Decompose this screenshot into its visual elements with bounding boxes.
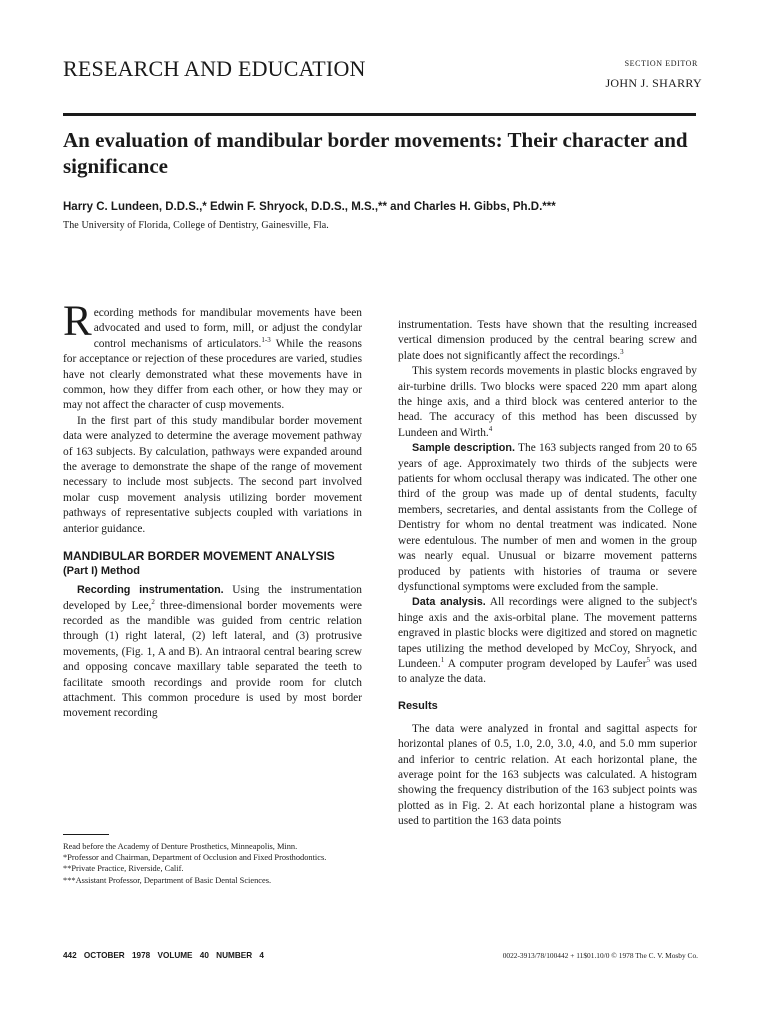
paragraph-study-parts: In the first part of this study mandibular border movement data were analyzed to determine the average movement pathway of 163 subjects. By calculation, pathways were expanded around the average to demonstrate the shape of the range of movement necessary to include most subjects. The second part involved molar cusp movement analysis utilizing border movement pathways of representative subjects coupled with variations in anterior guidance. [63, 414, 362, 535]
paragraph-instrumentation-cont: instrumentation. Tests have shown that the resulting increased vertical dimension produced by the central bearing screw and plate does not significantly affect the recordings.$^3$ [398, 319, 697, 362]
section-editor-label: SECTION EDITOR [624, 59, 698, 68]
body-column-right [398, 318, 697, 830]
footnote: Read before the Academy of Denture Prosthetics, Minneapolis, Minn. [63, 842, 298, 851]
header-rule [63, 113, 696, 116]
section-heading: MANDIBULAR BORDER MOVEMENT ANALYSIS [63, 549, 335, 564]
page-footer-left: 442 OCTOBER 1978 VOLUME 40 NUMBER 4 [63, 951, 264, 960]
footnotes [63, 841, 363, 886]
footnote: **Private Practice, Riverside, Calif. [63, 864, 184, 874]
results-heading: Results [398, 699, 438, 712]
paragraph-data-analysis: Data analysis. All recordings were aligned to the subject's hinge axis and the axis-orbital plane. The movement patterns engraved in plastic blocks were digitized and stored on magnetic tapes utilizing the method developed by McCoy, Shryock, and Lundeen.$^1$ A computer program developed by Laufer$^5$ was used to analyze the data. [398, 596, 697, 686]
footnote-rule [63, 834, 109, 835]
journal-section-title: RESEARCH AND EDUCATION [63, 56, 366, 81]
paragraph-recording-instrumentation: Recording instrumentation. Using the instrumentation developed by Lee,$^2$ three-dimensional border movements were recorded as the mandible was guided from centric relation through (1) right lateral, (2) left lateral, and (3) protrusive movements, (Fig. 1, A and B). An intraoral central bearing screw and opposing concave maxillary table separated the teeth to facilitate smooth recordings and provide room for clutch attachment. This common procedure is used by most border movement recording [63, 584, 363, 720]
article-affiliation: The University of Florida, College of Dentistry, Gainesville, Fla. [63, 220, 329, 231]
body-column-left [63, 298, 363, 722]
footnote: *Professor and Chairman, Department of Occlusion and Fixed Prosthodontics. [63, 853, 327, 863]
paragraph-system-records: This system records movements in plastic blocks engraved by air-turbine drills. Two blocks were spaced 220 mm apart along the hinge axis, and a third block was centered anterior to the head. The accuracy of this method has been discussed by Lundeen and Wirth.$^4$ [398, 365, 697, 439]
footnote: ***Assistant Professor, Department of Basic Dental Sciences. [63, 875, 272, 885]
page-footer-right: 0022-3913/78/100442 + 11$01.10/0 © 1978 The C. V. Mosby Co. [502, 951, 698, 960]
drop-cap: R [63, 298, 92, 345]
method-heading: (Part I) Method [63, 565, 140, 578]
paragraph-sample-description: Sample description. The 163 subjects ranged from 20 to 65 years of age. Approximately two thirds of the subjects were patients for whom occlusal therapy was indicated. The other one third of the group was made up of dental students, faculty members, secretaries, and dental assistants from the College of Dentistry for whom no dental treatment was indicated. None were edentulous. The number of men and women in the group was nearly equal. Unusual or bizarre movement patterns produced by patients with histories of trauma or severe dysfunctional symptoms were excluded from the sample. [398, 442, 697, 593]
article-authors: Harry C. Lundeen, D.D.S.,* Edwin F. Shryock, D.D.S., M.S.,** and Charles H. Gibbs, Ph.D.*** [63, 201, 556, 213]
section-editor-name: JOHN J. SHARRY [605, 76, 702, 90]
paragraph-results: The data were analyzed in frontal and sagittal aspects for horizontal planes of 0.5, 1.0, 2.0, 3.0, 4.0, and 5.0 mm superior and inferior to centric relation. At each horizontal plane, the average point for the 163 subjects was calculated. A histogram showing the frequency distribution of the 163 subject points was plotted as in Fig. 2. At each horizontal plane a histogram was used to partition the 163 data points [398, 722, 697, 828]
article-title: An evaluation of mandibular border movements: Their character and significance [63, 128, 688, 178]
paragraph-intro: Recording methods for mandibular movements have been advocated and used to form, mill, or adjust the condylar control mechanisms of articulators.$^{1-3}$ While the reasons for acceptance or rejection of these procedures are varied, studies have not clearly demonstrated what these movements have in common, how they differ from each other, or how they may or may not affect the character of cusp movements. [63, 298, 362, 412]
